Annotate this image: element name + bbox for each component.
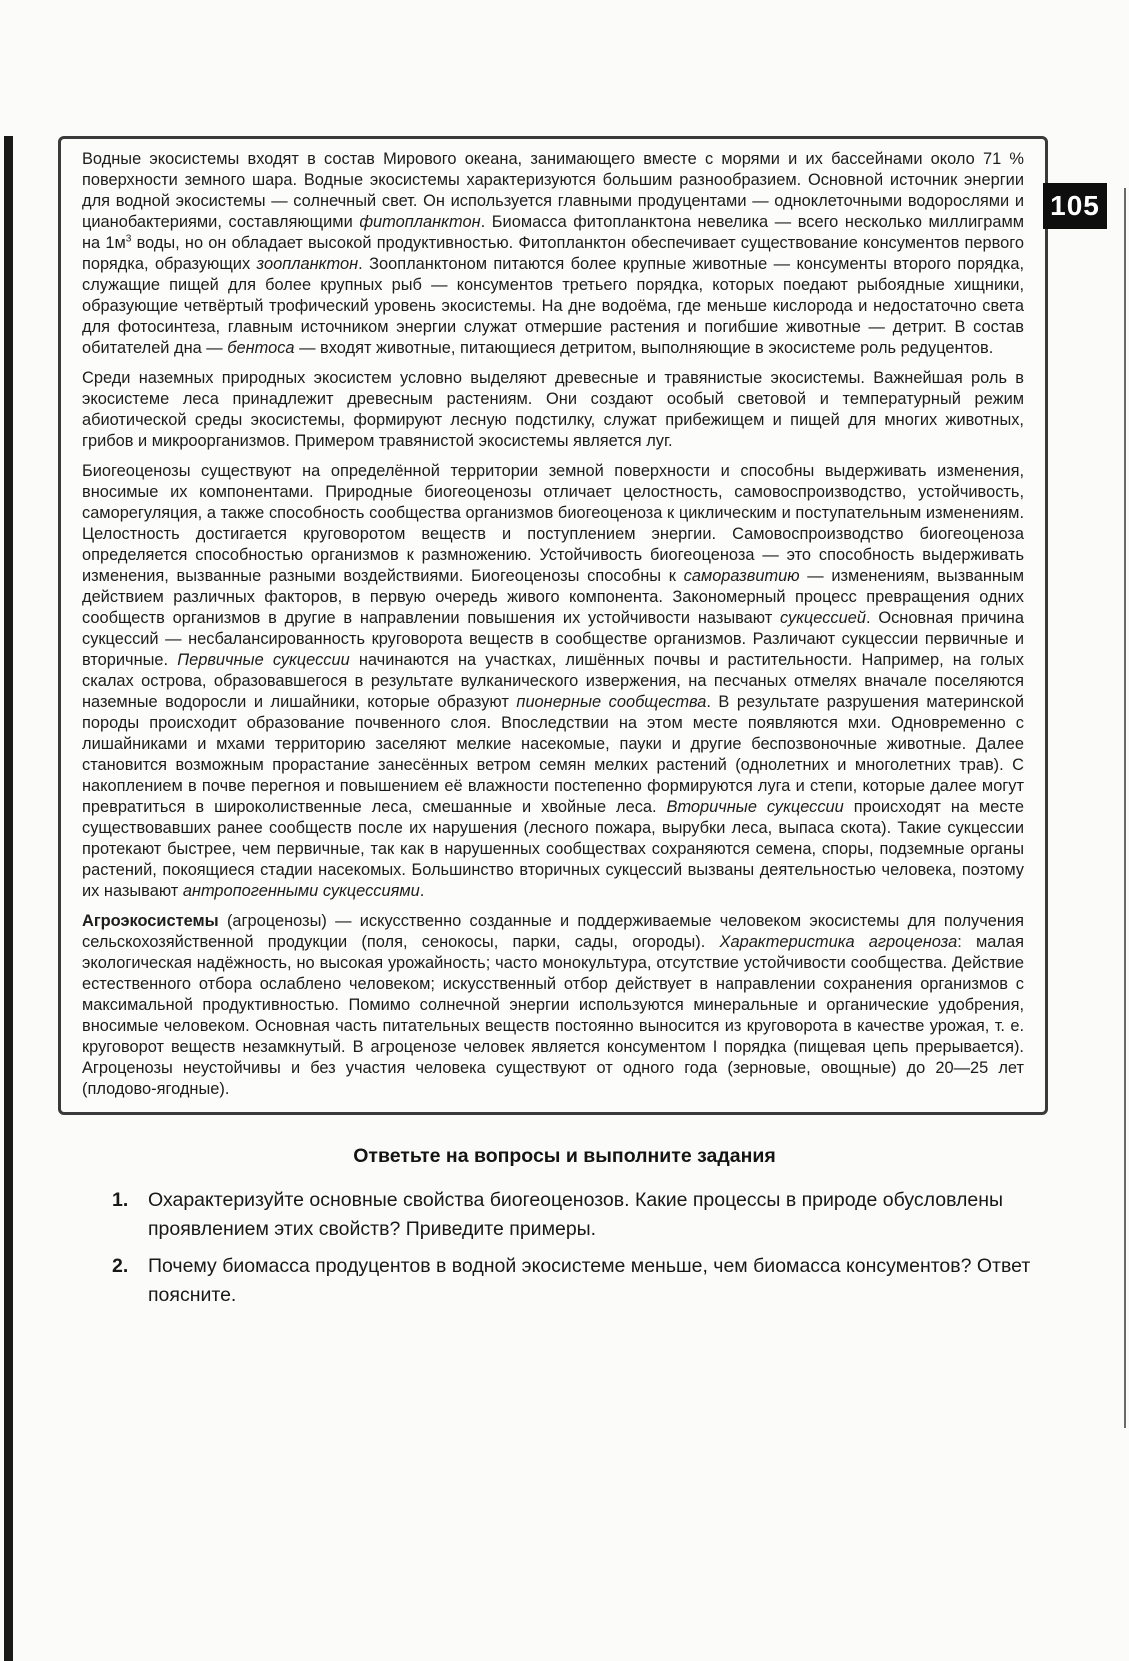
question-item-2	[112, 1252, 1069, 1310]
questions-section	[60, 1145, 1069, 1310]
question-number: 2.	[112, 1255, 129, 1277]
paragraph-terrestrial-ecosystems: Среди наземных природных экосистем условно выделяют древесные и травянистые экосистемы. Важнейшая роль в экосистеме леса принадлежит древесным растениям. Они создают особый световой и температурный режим абиотической среды экосистемы, формируют лесную подстилку, служат прибежищем и пищей для многих животных, грибов и микроорганизмов. Примером травянистой экосистемы является луг.	[82, 369, 1024, 450]
questions-heading: Ответьте на вопросы и выполните задания	[353, 1145, 776, 1167]
question-text: Почему биомасса продуцентов в водной экосистеме меньше, чем биомасса консументов? Ответ поясните.	[148, 1255, 1031, 1306]
question-number: 1.	[112, 1189, 129, 1211]
paragraph-biogeocenoses-successions: Биогеоценозы существуют на определённой территории земной поверхности и способны выдерживать изменения, вносимые их компонентами. Природные биогеоценозы отличает целостность, самовоспроизводство, устойчивость, саморегуляция, а также способность сообщества организмов биогеоценоза к циклическим и поступательным изменениям. Целостность достигается круговоротом веществ и поступлением энергии. Самовоспроизводство биогеоценоза определяется способностью организмов к размножению. Устойчивость биогеоценоза — это способность выдерживать изменения, вызванные разными воздействиями. Биогеоценозы способны к саморазвитию — изменениям, вызванным действием различных факторов, в первую очередь живого компонента. Закономерный процесс превращения одних сообществ организмов в другие в направлении повышения их устойчивости называют сукцессией. Основная причина сукцессий — несбалансированность круговорота веществ в сообществе организмов. Различают сукцессии первичные и вторичные. Первичные сукцессии начинаются на участках, лишённых почвы и растительности. Например, на голых скалах острова, образовавшегося в результате вулканического извержения, на песчаных отмелях вначале поселяются наземные водоросли и лишайники, которые образуют пионерные сообщества. В результате разрушения материнской породы происходит образование почвенного слоя. Впоследствии на этом месте появляются мхи. Одновременно с лишайниками и мхами территорию заселяют мелкие насекомые, пауки и другие беспозвоночные животные. Далее становится возможным прорастание занесённых ветром семян мелких растений (однолетних и многолетних трав). С накоплением в почве перегноя и повышением её влажности постепенно формируются луга и степи, которые далее могут превратиться в широколиственные леса, смешанные и хвойные леса. Вторичные сукцессии происходят на месте существовавших ранее сообществ после их нарушения (лесного пожара, вырубки леса, выпаса скота). Такие сукцессии протекают быстрее, чем первичные, так как в нарушенных сообществах сохраняются семена, споры, подземные органы растений, покоящиеся стадии насекомых. Большинство вторичных сукцессий вызваны деятельностью человека, поэтому их называют антропогенными сукцессиями.	[82, 462, 1024, 900]
content-box	[58, 136, 1048, 1115]
paragraph-aquatic-ecosystems: Водные экосистемы входят в состав Мирового океана, занимающего вместе с морями и их бассейнами около 71 % поверхности земного шара. Водные экосистемы характеризуются большим разнообразием. Основной источник энергии для водной экосистемы — солнечный свет. Он используется главными продуцентами — одноклеточными водорослями и цианобактериями, составляющими фитопланктон. Биомасса фитопланктона невелика — всего несколько миллиграмм на $1м^3$ воды, но он обладает высокой продуктивностью. Фитопланктон обеспечивает существование консументов первого порядка, образующих зоопланктон. Зоопланктоном питаются более крупные животные — консументы второго порядка, служащие пищей для более крупных рыб — консументов третьего порядка, которых поедают рыбоядные хищники, образующие четвёртый трофический уровень экосистемы. На дне водоёма, где меньше кислорода и недостаточно света для фотосинтеза, главным источником энергии служат отмершие растения и погибшие животные — детрит. В состав обитателей дна — бентоса — входят животные, питающиеся детритом, выполняющие в экосистеме роль редуцентов.	[82, 150, 1024, 357]
left-binding-scan-bar	[4, 136, 13, 1661]
page-number: 105	[1050, 190, 1100, 221]
right-page-edge-line	[1124, 188, 1126, 1428]
question-item-1	[112, 1186, 1069, 1244]
page-number-tab	[1043, 183, 1107, 229]
paragraph-agroecosystems: Агроэкосистемы (агроценозы) — искусственно созданные и поддерживаемые человеком экосистемы для получения сельскохозяйственной продукции (поля, сенокосы, парки, сады, огороды). Характеристика агроценоза: малая экологическая надёжность, но высокая урожайность; часто монокультура, отсутствие устойчивости сообщества. Действие естественного отбора ослаблено человеком; искусственный отбор действует в направлении сохранения организмов с максимальной продуктивностью. Помимо солнечной энергии используются минеральные и органические удобрения, вносимые человеком. Основная часть питательных веществ постоянно выносится из круговорота в качестве урожая, т. е. круговорот веществ незамкнутый. В агроценозе человек является консументом I порядка (пищевая цепь прерывается). Агроценозы неустойчивы и без участия человека существуют от одного года (зерновые, овощные) до 20—25 лет (плодово-ягодные).	[82, 912, 1024, 1098]
question-text: Охарактеризуйте основные свойства биогеоценозов. Какие процессы в природе обусловлены проявлением этих свойств? Приведите примеры.	[148, 1189, 1004, 1240]
